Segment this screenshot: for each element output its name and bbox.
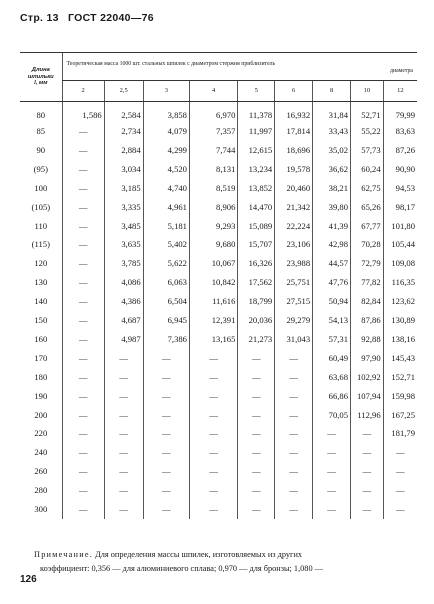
mass-cell: — xyxy=(275,405,313,424)
table-row xyxy=(20,386,417,405)
mass-cell: 3,858 xyxy=(143,102,189,123)
mass-cell: — xyxy=(62,235,104,254)
length-cell: 160 xyxy=(34,333,48,344)
mass-cell: — xyxy=(275,424,313,443)
mass-cell: 4,299 xyxy=(143,141,189,160)
mass-cell: 5,622 xyxy=(143,254,189,273)
mass-cell: 101,80 xyxy=(383,216,417,235)
mass-cell: — xyxy=(62,330,104,349)
mass-cell: — xyxy=(313,500,351,519)
mass-cell: 62,75 xyxy=(351,179,384,198)
table-row xyxy=(20,462,417,481)
mass-cell: — xyxy=(62,216,104,235)
mass-cell: 98,17 xyxy=(383,198,417,217)
table-row xyxy=(20,481,417,500)
mass-cell: 35,02 xyxy=(313,141,351,160)
mass-cell: 4,987 xyxy=(104,330,143,349)
mass-cell: 105,44 xyxy=(383,235,417,254)
mass-cell: — xyxy=(275,349,313,368)
mass-cell: — xyxy=(238,386,275,405)
mass-cell: — xyxy=(383,462,417,481)
diameter-header-row xyxy=(20,81,417,102)
length-cell: (115) xyxy=(31,239,50,250)
mass-cell: — xyxy=(351,481,384,500)
table-row xyxy=(20,273,417,292)
mass-cell: 38,21 xyxy=(313,179,351,198)
diameter-header: 2 xyxy=(62,81,104,102)
mass-cell: 8,906 xyxy=(189,198,237,217)
mass-cell: 60,24 xyxy=(351,160,384,179)
mass-cell: 70,05 xyxy=(313,405,351,424)
mass-cell: — xyxy=(62,292,104,311)
mass-cell: 12,391 xyxy=(189,311,237,330)
mass-cell: 152,71 xyxy=(383,368,417,387)
mass-cell: — xyxy=(143,368,189,387)
mass-cell: — xyxy=(238,462,275,481)
mass-cell: — xyxy=(383,481,417,500)
mass-cell: — xyxy=(275,462,313,481)
mass-cell: 67,77 xyxy=(351,216,384,235)
mass-cell: 50,94 xyxy=(313,292,351,311)
mass-cell: 4,520 xyxy=(143,160,189,179)
table-row xyxy=(20,160,417,179)
length-cell: 280 xyxy=(34,485,48,496)
mass-cell: — xyxy=(238,500,275,519)
length-cell: (95) xyxy=(33,163,48,174)
mass-cell: 3,635 xyxy=(104,235,143,254)
mass-cell: — xyxy=(104,405,143,424)
table-row xyxy=(20,349,417,368)
note-line2: коэффициент: 0,356 — для алюминиевого сплава; 0,970 — для бронзы; 1,080 — xyxy=(40,564,323,573)
mass-cell: 33,43 xyxy=(313,122,351,141)
note xyxy=(34,548,429,562)
page-number: 126 xyxy=(20,574,37,585)
mass-cell: — xyxy=(104,386,143,405)
mass-cell: 130,89 xyxy=(383,311,417,330)
diameter-header: 3 xyxy=(143,81,189,102)
mass-cell: 3,034 xyxy=(104,160,143,179)
mass-cell: 70,28 xyxy=(351,235,384,254)
mass-cell: — xyxy=(62,179,104,198)
mass-cell: 41,39 xyxy=(313,216,351,235)
mass-cell: 19,578 xyxy=(275,160,313,179)
mass-cell: 23,106 xyxy=(275,235,313,254)
length-cell: 120 xyxy=(34,258,48,269)
mass-cell: — xyxy=(62,273,104,292)
mass-cell: 5,181 xyxy=(143,216,189,235)
mass-cell: 55,22 xyxy=(351,122,384,141)
mass-cell: 52,71 xyxy=(351,102,384,123)
mass-cell: 2,584 xyxy=(104,102,143,123)
mass-cell: 77,82 xyxy=(351,273,384,292)
mass-cell: — xyxy=(189,349,237,368)
mass-cell: — xyxy=(143,386,189,405)
length-cell: 150 xyxy=(34,315,48,326)
mass-cell: — xyxy=(143,500,189,519)
mass-cell: 72,79 xyxy=(351,254,384,273)
mass-cell: 16,326 xyxy=(238,254,275,273)
mass-cell: — xyxy=(189,481,237,500)
mass-cell: 109,08 xyxy=(383,254,417,273)
mass-cell: 3,785 xyxy=(104,254,143,273)
mass-cell: 22,224 xyxy=(275,216,313,235)
diameter-header: 5 xyxy=(238,81,275,102)
mass-cell: — xyxy=(104,443,143,462)
mass-cell: 181,79 xyxy=(383,424,417,443)
length-cell: 260 xyxy=(34,466,48,477)
mass-cell: 6,970 xyxy=(189,102,237,123)
mass-cell: — xyxy=(62,141,104,160)
mass-cell: — xyxy=(189,405,237,424)
mass-cell: 27,515 xyxy=(275,292,313,311)
mass-cell: 9,680 xyxy=(189,235,237,254)
mass-cell: 2,884 xyxy=(104,141,143,160)
length-cell: 85 xyxy=(36,126,46,137)
table-row xyxy=(20,405,417,424)
mass-cell: 63,68 xyxy=(313,368,351,387)
mass-cell: — xyxy=(143,481,189,500)
length-cell: 100 xyxy=(34,182,48,193)
mass-cell: — xyxy=(383,443,417,462)
mass-cell: 83,63 xyxy=(383,122,417,141)
table-row xyxy=(20,122,417,141)
mass-cell: 90,90 xyxy=(383,160,417,179)
mass-cell: 36,62 xyxy=(313,160,351,179)
mass-cell: — xyxy=(62,349,104,368)
mass-cell: — xyxy=(62,311,104,330)
mass-cell: 57,31 xyxy=(313,330,351,349)
mass-cell: 10,067 xyxy=(189,254,237,273)
mass-cell: 159,98 xyxy=(383,386,417,405)
mass-cell: 4,386 xyxy=(104,292,143,311)
mass-cell: 94,53 xyxy=(383,179,417,198)
table-row xyxy=(20,141,417,160)
table-row xyxy=(20,216,417,235)
note-line1: Для определения массы шпилек, изготовляемых из других xyxy=(95,550,303,559)
mass-cell: — xyxy=(62,405,104,424)
length-cell: 200 xyxy=(34,409,48,420)
mass-cell: — xyxy=(351,500,384,519)
mass-cell: 138,16 xyxy=(383,330,417,349)
mass-cell: 17,562 xyxy=(238,273,275,292)
table-row xyxy=(20,198,417,217)
mass-cell: 92,88 xyxy=(351,330,384,349)
mass-cell: — xyxy=(275,443,313,462)
mass-cell: — xyxy=(383,500,417,519)
mass-cell: 13,234 xyxy=(238,160,275,179)
length-cell: (105) xyxy=(31,201,51,212)
length-cell: 130 xyxy=(34,277,48,288)
mass-cell: — xyxy=(275,500,313,519)
mass-cell: 60,49 xyxy=(313,349,351,368)
mass-cell: 4,687 xyxy=(104,311,143,330)
mass-cell: 8,519 xyxy=(189,179,237,198)
mass-cell: — xyxy=(275,481,313,500)
mass-cell: — xyxy=(238,349,275,368)
mass-cell: — xyxy=(351,424,384,443)
page-label: Стр. 13 xyxy=(20,12,59,24)
table-row xyxy=(20,330,417,349)
mass-cell: — xyxy=(104,500,143,519)
mass-cell: 3,185 xyxy=(104,179,143,198)
mass-cell: 18,696 xyxy=(275,141,313,160)
mass-cell: 2,734 xyxy=(104,122,143,141)
table-row xyxy=(20,311,417,330)
mass-cell: 9,293 xyxy=(189,216,237,235)
mass-cell: 21,342 xyxy=(275,198,313,217)
mass-cell: — xyxy=(62,500,104,519)
mass-cell: 11,997 xyxy=(238,122,275,141)
mass-title-header: Теоретическая масса 1000 шт. стальных шпилек с диаметром стержня приблизитель диаметра xyxy=(62,53,417,81)
mass-cell: 4,086 xyxy=(104,273,143,292)
diameter-header: 4 xyxy=(189,81,237,102)
mass-cell: — xyxy=(238,368,275,387)
mass-cell: — xyxy=(189,424,237,443)
mass-cell: 57,73 xyxy=(351,141,384,160)
length-cell: 180 xyxy=(34,371,48,382)
mass-cell: 97,90 xyxy=(351,349,384,368)
mass-cell: 39,80 xyxy=(313,198,351,217)
mass-cell: — xyxy=(143,349,189,368)
length-cell: 110 xyxy=(34,220,48,231)
length-cell: 170 xyxy=(34,352,48,363)
mass-cell: — xyxy=(143,405,189,424)
mass-cell: 42,98 xyxy=(313,235,351,254)
length-cell: 80 xyxy=(36,109,46,120)
diameter-header: 8 xyxy=(313,81,351,102)
mass-cell: — xyxy=(104,481,143,500)
mass-cell: 4,740 xyxy=(143,179,189,198)
table-body xyxy=(20,102,417,519)
length-cell: 300 xyxy=(34,503,48,514)
length-cell: 220 xyxy=(34,428,48,439)
mass-cell: 65,26 xyxy=(351,198,384,217)
mass-cell: 3,485 xyxy=(104,216,143,235)
mass-cell: — xyxy=(62,198,104,217)
mass-cell: 16,932 xyxy=(275,102,313,123)
mass-cell: 11,616 xyxy=(189,292,237,311)
mass-cell: 116,35 xyxy=(383,273,417,292)
mass-cell: — xyxy=(238,424,275,443)
table-row xyxy=(20,102,417,123)
table-row xyxy=(20,500,417,519)
mass-cell: 29,279 xyxy=(275,311,313,330)
mass-cell: — xyxy=(143,424,189,443)
mass-cell: — xyxy=(62,122,104,141)
mass-cell: — xyxy=(275,368,313,387)
mass-cell: — xyxy=(62,160,104,179)
mass-cell: 18,799 xyxy=(238,292,275,311)
mass-cell: — xyxy=(62,424,104,443)
mass-cell: 87,86 xyxy=(351,311,384,330)
mass-cell: 112,96 xyxy=(351,405,384,424)
note-label: Примечание. xyxy=(34,550,93,559)
table-row xyxy=(20,368,417,387)
mass-cell: — xyxy=(189,368,237,387)
mass-table xyxy=(20,52,417,519)
mass-cell: 79,99 xyxy=(383,102,417,123)
mass-cell: — xyxy=(313,462,351,481)
mass-cell: — xyxy=(189,443,237,462)
mass-cell: — xyxy=(313,443,351,462)
mass-cell: — xyxy=(62,254,104,273)
mass-cell: — xyxy=(189,500,237,519)
table-row xyxy=(20,179,417,198)
mass-cell: 4,961 xyxy=(143,198,189,217)
mass-cell: 145,43 xyxy=(383,349,417,368)
mass-cell: 82,84 xyxy=(351,292,384,311)
mass-cell: 123,62 xyxy=(383,292,417,311)
mass-cell: 23,988 xyxy=(275,254,313,273)
mass-cell: 20,460 xyxy=(275,179,313,198)
mass-cell: — xyxy=(238,405,275,424)
mass-cell: 4,079 xyxy=(143,122,189,141)
mass-cell: 12,615 xyxy=(238,141,275,160)
mass-cell: 17,814 xyxy=(275,122,313,141)
mass-cell: — xyxy=(143,443,189,462)
mass-cell: 44,57 xyxy=(313,254,351,273)
mass-cell: — xyxy=(104,349,143,368)
mass-cell: — xyxy=(62,386,104,405)
mass-cell: — xyxy=(351,443,384,462)
table-row xyxy=(20,424,417,443)
table-row xyxy=(20,254,417,273)
mass-cell: 25,751 xyxy=(275,273,313,292)
mass-cell: 7,357 xyxy=(189,122,237,141)
diameter-header: 12 xyxy=(383,81,417,102)
length-cell: 240 xyxy=(34,447,48,458)
mass-cell: 3,335 xyxy=(104,198,143,217)
mass-cell: 13,165 xyxy=(189,330,237,349)
mass-cell: — xyxy=(62,481,104,500)
diameter-header: 2,5 xyxy=(104,81,143,102)
mass-cell: — xyxy=(104,368,143,387)
mass-cell: — xyxy=(62,443,104,462)
mass-cell: 54,13 xyxy=(313,311,351,330)
mass-cell: 6,063 xyxy=(143,273,189,292)
mass-cell: 31,043 xyxy=(275,330,313,349)
table-row xyxy=(20,443,417,462)
mass-cell: — xyxy=(351,462,384,481)
mass-cell: 13,852 xyxy=(238,179,275,198)
mass-cell: 6,504 xyxy=(143,292,189,311)
mass-cell: 107,94 xyxy=(351,386,384,405)
diameter-header: 6 xyxy=(275,81,313,102)
mass-cell: 15,707 xyxy=(238,235,275,254)
mass-cell: 6,945 xyxy=(143,311,189,330)
length-header: Длина шпильки l, мм xyxy=(20,53,62,102)
mass-cell: 7,386 xyxy=(143,330,189,349)
mass-cell: 47,76 xyxy=(313,273,351,292)
mass-cell: 167,25 xyxy=(383,405,417,424)
mass-cell: 102,92 xyxy=(351,368,384,387)
mass-cell: — xyxy=(104,462,143,481)
standard-label: ГОСТ 22040—76 xyxy=(67,12,154,24)
mass-cell: — xyxy=(313,481,351,500)
mass-cell: 10,842 xyxy=(189,273,237,292)
mass-cell: 66,86 xyxy=(313,386,351,405)
page-header xyxy=(20,12,160,24)
mass-cell: 1,586 xyxy=(62,102,104,123)
mass-cell: 8,131 xyxy=(189,160,237,179)
length-cell: 190 xyxy=(34,390,48,401)
mass-cell: 87,26 xyxy=(383,141,417,160)
mass-cell: — xyxy=(143,462,189,481)
mass-cell: 5,402 xyxy=(143,235,189,254)
table-row xyxy=(20,292,417,311)
mass-cell: — xyxy=(238,481,275,500)
table-row xyxy=(20,235,417,254)
length-cell: 90 xyxy=(36,145,46,156)
mass-cell: 7,744 xyxy=(189,141,237,160)
mass-cell: — xyxy=(62,368,104,387)
mass-cell: — xyxy=(189,386,237,405)
mass-cell: — xyxy=(313,424,351,443)
mass-cell: 21,273 xyxy=(238,330,275,349)
mass-cell: 14,470 xyxy=(238,198,275,217)
mass-cell: — xyxy=(189,462,237,481)
mass-cell: 11,378 xyxy=(238,102,275,123)
mass-cell: 31,84 xyxy=(313,102,351,123)
mass-cell: 15,089 xyxy=(238,216,275,235)
mass-cell: 20,036 xyxy=(238,311,275,330)
mass-cell: — xyxy=(275,386,313,405)
mass-cell: — xyxy=(238,443,275,462)
length-cell: 140 xyxy=(34,296,48,307)
diameter-header: 10 xyxy=(351,81,384,102)
mass-cell: — xyxy=(62,462,104,481)
mass-cell: — xyxy=(104,424,143,443)
